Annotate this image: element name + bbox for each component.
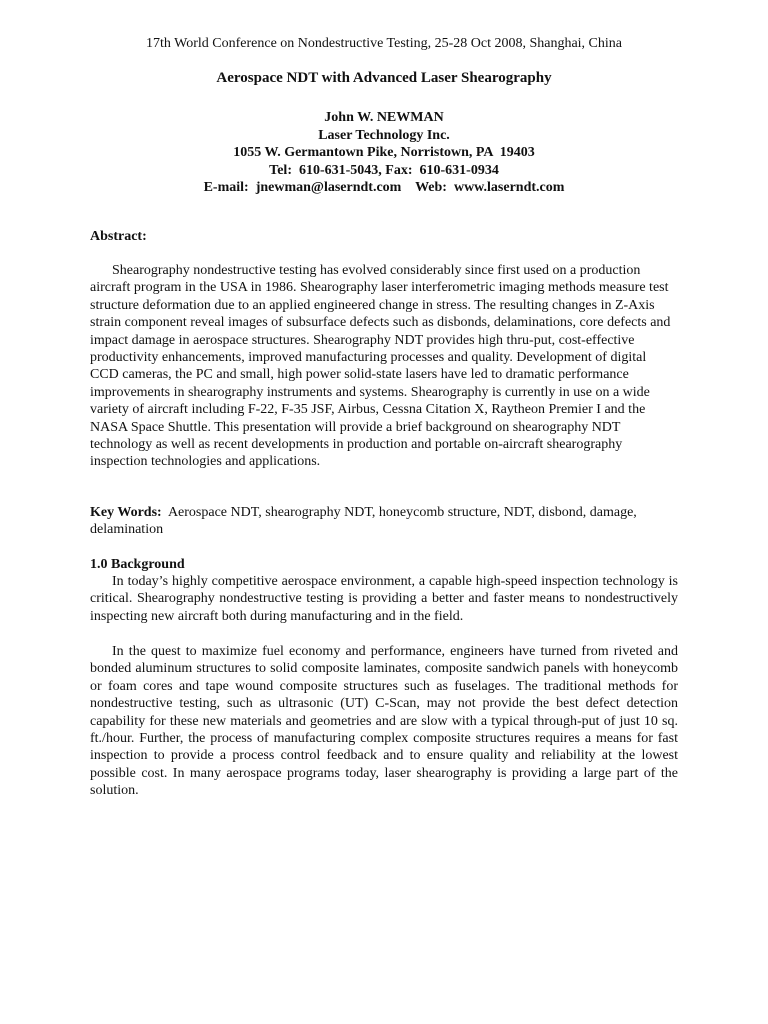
conference-header: 17th World Conference on Nondestructive Testing, 25-28 Oct 2008, Shanghai, China bbox=[145, 36, 622, 51]
author-email-web: E-mail: jnewman@laserndt.com Web: www.laserndt.com bbox=[203, 180, 565, 196]
keywords-text: Aerospace NDT, shearography NDT, honeycomb structure, NDT, disbond, damage, delamination bbox=[90, 505, 637, 538]
keywords-label: Key Words: bbox=[90, 505, 162, 520]
background-paragraph-2: In the quest to maximize fuel economy and performance, engineers have turned from riveted and bonded aluminum structures to solid composite laminates, composite sandwich panels with honeycomb or foam cores and tape wound composite structures such as fuselages. The traditional methods for nondestructive testing, such as ultrasonic (UT) C-Scan, may not provide the best defect detection capability for these new materials and geometries and are slow with a typical through-put of just 10 sq. ft./hour. Further, the process of manufacturing complex composite structures requires a means for fast inspection to provide a process control feedback and to ensure quality and reliability at the lowest possible cost. In many aerospace programs today, laser shearography is providing a large part of the solution. bbox=[90, 644, 678, 799]
abstract-heading-block bbox=[90, 228, 678, 245]
abstract-section bbox=[90, 262, 674, 471]
author-phone: Tel: 610-631-5043, Fax: 610-631-0934 bbox=[269, 162, 499, 178]
author-block bbox=[0, 109, 768, 197]
author-organization: Laser Technology Inc. bbox=[318, 127, 450, 143]
author-name: John W. NEWMAN bbox=[324, 110, 444, 125]
keywords-paragraph bbox=[90, 504, 650, 539]
author-address: 1055 W. Germantown Pike, Norristown, PA 19403 bbox=[233, 145, 535, 161]
paper-title: Aerospace NDT with Advanced Laser Shearography bbox=[216, 70, 552, 86]
background-paragraph-2-block bbox=[90, 643, 678, 800]
abstract-text: Shearography nondestructive testing has evolved considerably since first used on a production aircraft program in the USA in 1986. Shearography laser interferometric imaging methods measure test structure deformation due to an applied engineered change in stress. The resulting changes in Z-Axis strain component reveal images of subsurface defects such as disbonds, delaminations, core defects and impact damage in aerospace structures. Shearography NDT provides high thru-put, cost-effective productivity enhancements, improved manufacturing processes and quality. Development of digital CCD cameras, the PC and small, high power solid-state lasers have led to dramatic performance improvements in shearography instruments and systems. Shearography is currently in use on a wide variety of aircraft including F-22, F-35 JSF, Airbus, Cessna Citation X, Raytheon Premier I and the NASA Space Shuttle. This presentation will provide a brief background on shearography NDT technology as well as recent developments in production and portable on-aircraft shearography inspection technologies and applications. bbox=[90, 263, 671, 470]
keywords-section bbox=[90, 504, 650, 539]
background-heading-block bbox=[90, 556, 678, 573]
background-paragraph-1-block bbox=[90, 573, 678, 625]
abstract-heading: Abstract: bbox=[90, 229, 147, 244]
background-paragraph-1: In today’s highly competitive aerospace environment, a capable high-speed inspection technology is critical. Shearography nondestructive testing is providing a better and faster means to nondestructively inspecting new aircraft both during manufacturing and in the field. bbox=[90, 574, 678, 624]
background-heading: 1.0 Background bbox=[90, 557, 185, 572]
